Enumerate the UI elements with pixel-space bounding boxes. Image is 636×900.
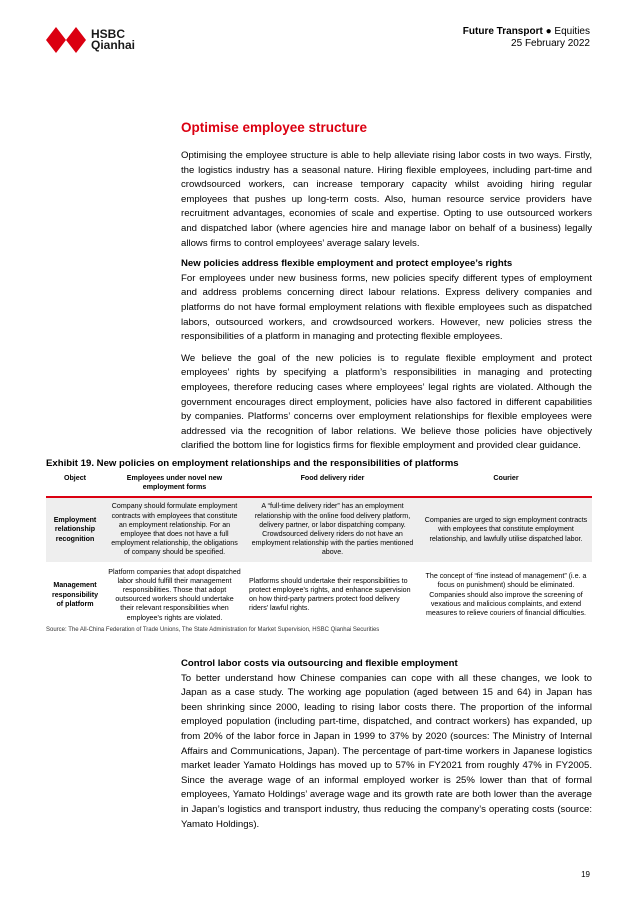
cell-novel: Platform companies that adopt dispatched labor should fulfill their management responsibilities. Those that adopt outsourced workers should undertake their relevant responsibilities when employee’s rights are violated. (108, 567, 241, 622)
exhibit-source: Source: The All-China Federation of Trade Unions, The State Administration for Market Supervision, HSBC Qianhai Securities (46, 627, 380, 633)
header-object: Object (46, 472, 104, 497)
paragraph-4: To better understand how Chinese companies can cope with all these changes, we look to Japan as a case study. The working age population (aged between 15 and 64) in Japan has been shrinking since 2000, leading to rising labor costs there. The proportion of the informal employed population (including part-time, dispatched, and contract workers) has expanded, up from 20% of the labor force in Japan in 1999 to 37% by 2020 (sources: The Ministry of Internal Affairs and Communications, Japan). The percentage of part-time workers in Japanese logistics market leader Yamato Holdings has moved up to 57% in FY2021 from roughly 47% in FY2005. Since the average wage of an informal employed worker is 25% lower than that of formal employees, Yamato Holdings’ average wage and its growth rate are both lower than the average in Japan’s logistics and transport industry, thus reducing the company’s operating costs (source: Yamato Holdings). (181, 672, 592, 830)
bullet-separator: ● (545, 26, 552, 37)
table-header-row (46, 472, 592, 497)
page-header (463, 26, 590, 50)
article-bottom (181, 657, 592, 832)
cell-novel: Company should formulate employment contracts with employees that constitute an employment relationship. For an employee that does not have a full employment relationship, the obligations of company should be specified. (104, 497, 245, 562)
paragraph-1: Optimising the employee structure is able to help alleviate rising labor costs in two ways. Firstly, the logistics industry has a seasonal nature. Hiring flexible employees, including part-time and crowdsourced workers, can increase temporary capacity whilst avoiding hiring regular employees that pushes up long-term costs. Also, human resource service providers have recruitment advantages, economies of scale and expertise. Opting to use outsourced workers and dispatched labor (where agencies hire and manage labor on behalf of a business) legally allows firms to control employees’ average salary levels. (181, 150, 592, 249)
section-title: Optimise employee structure (181, 120, 368, 135)
report-date: 25 February 2022 (511, 38, 590, 49)
report-series: Future Transport (462, 26, 543, 37)
exhibit-title: Exhibit 19. New policies on employment relationships and the responsibilities of platforms (46, 458, 459, 469)
header-novel-forms: Employees under novel new employment forms (104, 472, 245, 497)
logo-line-1: HSBC (91, 27, 126, 41)
table-row (46, 563, 592, 627)
subheading-labor-costs: Control labor costs via outsourcing and flexible employment (181, 658, 458, 669)
page-number: 19 (581, 870, 590, 879)
cell-courier: The concept of “fine instead of management” (i.e. a focus on punishment) should be eliminated. Companies should also improve the screening of vexatious and malicious complaints, and extend measures to relieve couriers of financial difficulties. (425, 572, 587, 618)
table-row (46, 497, 592, 562)
hsbc-qianhai-logo (46, 26, 135, 54)
cell-courier: Companies are urged to sign employment contracts with employees that constitute employment relationship, and lawfully utilise dispatched labor. (420, 497, 592, 562)
article-top (181, 120, 592, 454)
exhibit-table (46, 472, 592, 627)
cell-food: A “full-time delivery rider” has an employment relationship with the online food delivery platform, delivery partner, or labor dispatching company. Crowdsourced delivery riders do not have an employment relationship with the parties mentioned above. (245, 497, 420, 562)
report-section: Equities (554, 26, 590, 37)
logo-line-2: Qianhai (91, 38, 136, 52)
paragraph-2: For employees under new business forms, new policies specify different types of employment and address problems concerning direct labour relations. Express delivery companies and platforms do not have formal employment relations with flexible employees such as dispatched labors, outsourced workers, and crowdsourced workers. However, new policies stress the responsibilities of a platform in managing and protecting flexible employees. (181, 272, 592, 343)
logo-wordmark (91, 29, 135, 51)
subheading-policies: New policies address flexible employment and protect employee’s rights (181, 258, 513, 270)
row-object: Management responsibility of platform (51, 581, 99, 608)
paragraph-3: We believe the goal of the new policies is to regulate flexible employment and protect employees’ rights by specifying a platform’s responsibilities in managing and protecting employees, therefore reducing cases where employees’ legal rights are violated. Although the government encourages direct employment, policies have also factored in different capabilities by companies. Platforms’ concerns over employment relationships for flexible employees were addressed via the recognition of labor relations. We believe those policies have objectively clarified the bottom line for logistics firms for flexible employment and provided clear guidance. (181, 352, 592, 452)
header-food-delivery: Food delivery rider (245, 472, 420, 497)
row-object: Employment relationship recognition (46, 497, 104, 562)
header-courier: Courier (420, 472, 592, 497)
cell-food: Platforms should undertake their responsibilities to protect employee’s rights, and enhance supervision on how third-party partners protect food delivery riders’ lawful rights. (249, 576, 411, 613)
hsbc-hexagon-icon (46, 27, 86, 53)
